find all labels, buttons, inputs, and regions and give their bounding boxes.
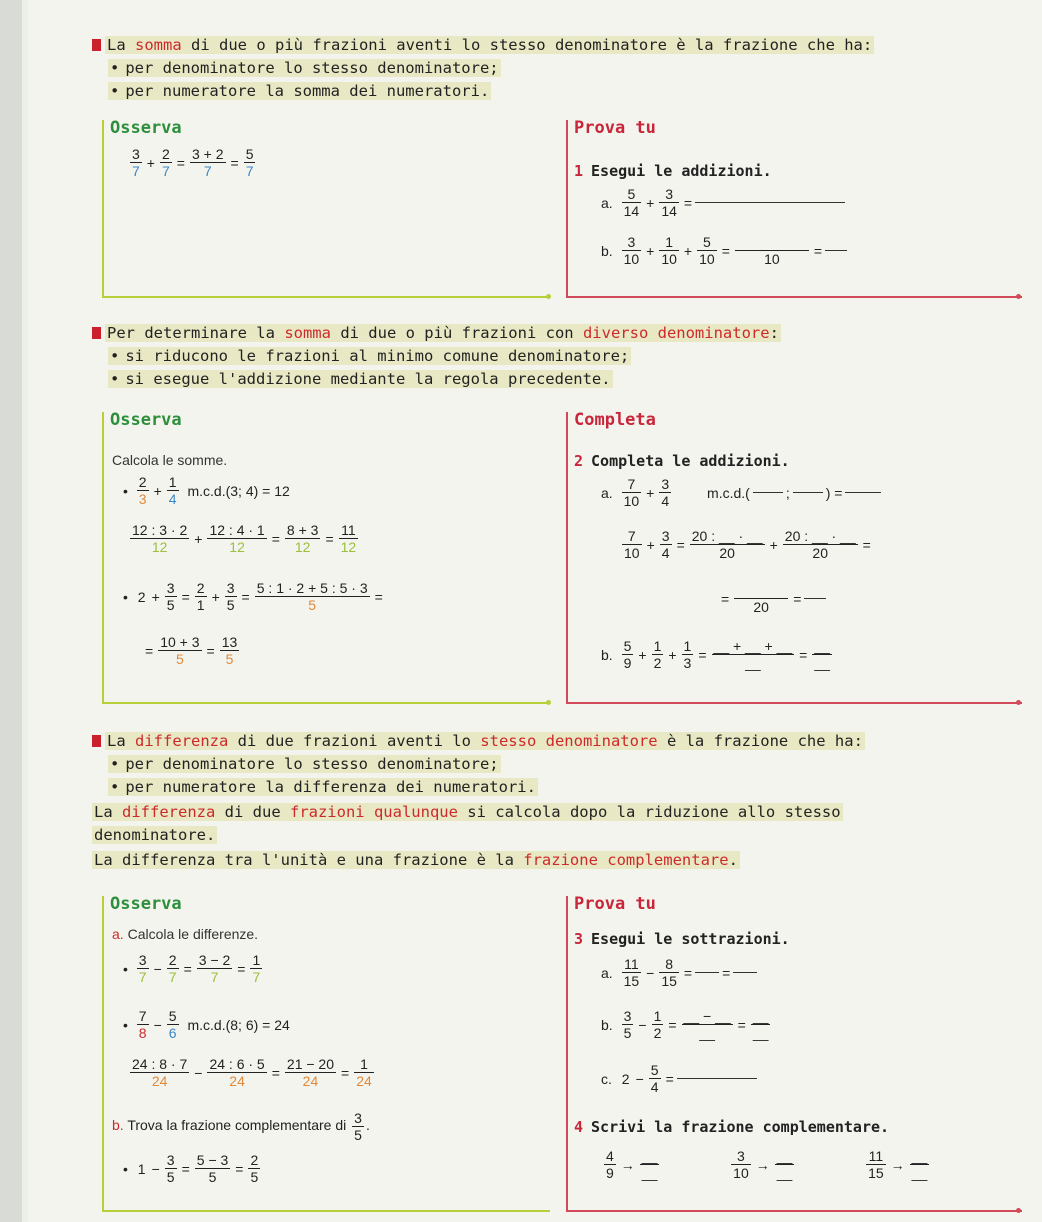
end-dot [1016,1208,1021,1213]
textbook-page [92,0,1032,1222]
example-sum-2: • 2 + $\frac{3}{5}$ = $\frac{2}{1}$ + $\frac{3}{5}$ = $\frac{5 : 1 \cdot 2 + 5 : 5 \cdot 3}{5}$ = [123,580,383,613]
rule-difference: La differenza di due frazioni aventi lo stesso denominatore è la frazione che ha: • per denominatore lo stesso denominatore; • per numeratore la differenza dei numeratori. La differenza di due frazioni qualunque si calcola dopo la riduzione allo stesso denominatore. La differenza tra l'unità e una frazione è la frazione complementare. [94,732,863,869]
example-diff-2: • $\frac{7}{8}$ − $\frac{5}{6}$ m.c.d.(8; 6) = 24 [123,1008,290,1041]
completa-box [566,412,1022,704]
answer-blank[interactable] [825,250,847,251]
osserva-box-2 [102,412,550,704]
exercise-2a-result[interactable]: = 20 = [718,582,826,615]
example-sum-1: • $\frac{2}{3}$ + $\frac{1}{4}$ m.c.d.(3; 4) = 12 [123,474,290,507]
end-dot [1016,700,1021,705]
answer-blank[interactable] [695,202,845,203]
example-diff-1: • $\frac{3}{7}$ − $\frac{2}{7}$ = $\frac{3 - 2}{7}$ = $\frac{1}{7}$ [123,952,261,985]
answer-blank[interactable] [804,598,826,599]
example-complementare: • 1 − $\frac{3}{5}$ = $\frac{5 - 3}{5}$ = $\frac{2}{5}$ [123,1152,259,1185]
left-margin-shadow [22,0,28,1222]
end-dot [546,294,551,299]
red-bullet-icon [92,735,101,747]
exercise-3b[interactable]: b. $\frac{3}{5}$ − $\frac{1}{2}$ = __ − __ __ = __ __ [601,1008,769,1041]
answer-blank[interactable] [733,972,757,973]
prova-tu-box-1 [566,120,1022,298]
exercise-3c[interactable]: c. 2 − $\frac{5}{4}$ = [598,1062,757,1095]
example-diff-2-steps: $\frac{24 : 8 \cdot 7}{24}$ − $\frac{24 : 6 \cdot 5}{24}$ = $\frac{21 - 20}{24}$ = $\frac{1}{24}$ [132,1056,372,1089]
calcola-instructions: Calcola le somme. [112,452,228,468]
example-sum-same-denominator: $\frac{3}{7}$ + $\frac{2}{7}$ = $\frac{3 + 2}{7}$ = $\frac{5}{7}$ [132,146,254,179]
exercise-2-title: 2 Completa le addizioni. [574,452,790,470]
left-margin-bar [0,0,22,1222]
calcola-differenze: a. Calcola le differenze. [112,926,259,942]
example-sum-2-result: = $\frac{10 + 3}{5}$ = $\frac{13}{5}$ [145,634,238,667]
exercise-2a-steps[interactable]: $\frac{7}{10}$ + $\frac{3}{4}$ = $\frac{20 : \_\_ \cdot \_\_}{20}$ + $\frac{20 : \_\_ \cdot \_\_}{20}$ = [624,528,871,561]
exercise-1b[interactable]: b. $\frac{3}{10}$ + $\frac{1}{10}$ + $\frac{5}{10}$ = 10 = [598,234,847,267]
example-sum-1-steps: $\frac{12 : 3 \cdot 2}{12}$ + $\frac{12 : 4 \cdot 1}{12}$ = $\frac{8 + 3}{12}$ = $\frac{11}{12}$ [132,522,357,555]
red-bullet-icon [92,327,101,339]
exercise-3a[interactable]: a. $\frac{11}{15}$ − $\frac{8}{15}$ = = [598,956,757,989]
prova-tu-box-3 [566,896,1022,1212]
osserva-box-3 [102,896,550,1212]
osserva-box-1 [102,120,550,298]
exercise-2b[interactable]: b. $\frac{5}{9}$ + $\frac{1}{2}$ + $\frac{1}{3}$ = __ + __ + __ __ = __ __ [601,638,830,671]
rule-sum-same-denominator: La somma di due o più frazioni aventi lo stesso denominatore è la frazione che ha: • per denominatore lo stesso denominatore; • per numeratore la somma dei numeratori. [92,34,874,103]
exercise-3-title: 3 Esegui le sottrazioni. [574,930,790,948]
answer-blank[interactable] [695,972,719,973]
exercise-1a[interactable]: a. $\frac{5}{14}$ + $\frac{3}{14}$ = [598,186,845,219]
prova-tu-title: Prova tu [574,118,656,138]
red-bullet-icon [92,39,101,51]
exercise-4-items[interactable]: $\frac{4}{9}$ → __ __ $\frac{3}{10}$ → __ __ $\frac{11}{15}$ → __ __ [606,1148,928,1181]
exercise-4-title: 4 Scrivi la frazione complementare. [574,1118,890,1136]
osserva-title: Osserva [110,894,182,914]
exercise-2a[interactable]: a. $\frac{7}{10}$ + $\frac{3}{4}$ m.c.d.( ; ) = [598,476,881,509]
completa-title: Completa [574,410,656,430]
prova-tu-title: Prova tu [574,894,656,914]
end-dot [546,700,551,705]
end-dot [1016,294,1021,299]
osserva-title: Osserva [110,410,182,430]
exercise-1-title: 1 Esegui le addizioni. [574,162,772,180]
answer-blank[interactable] [793,492,823,493]
answer-blank[interactable] [677,1078,757,1079]
rule-sum-different-denominator: Per determinare la somma di due o più frazioni con diverso denominatore: • si riducono le frazioni al minimo comune denominatore; • si esegue l'addizione mediante la regola precedente. [92,322,781,391]
answer-blank[interactable] [845,492,881,493]
complementare-instruction: b. Trova la frazione complementare di $\frac{3}{5}$ . [112,1110,370,1143]
answer-blank[interactable] [753,492,783,493]
osserva-title: Osserva [110,118,182,138]
